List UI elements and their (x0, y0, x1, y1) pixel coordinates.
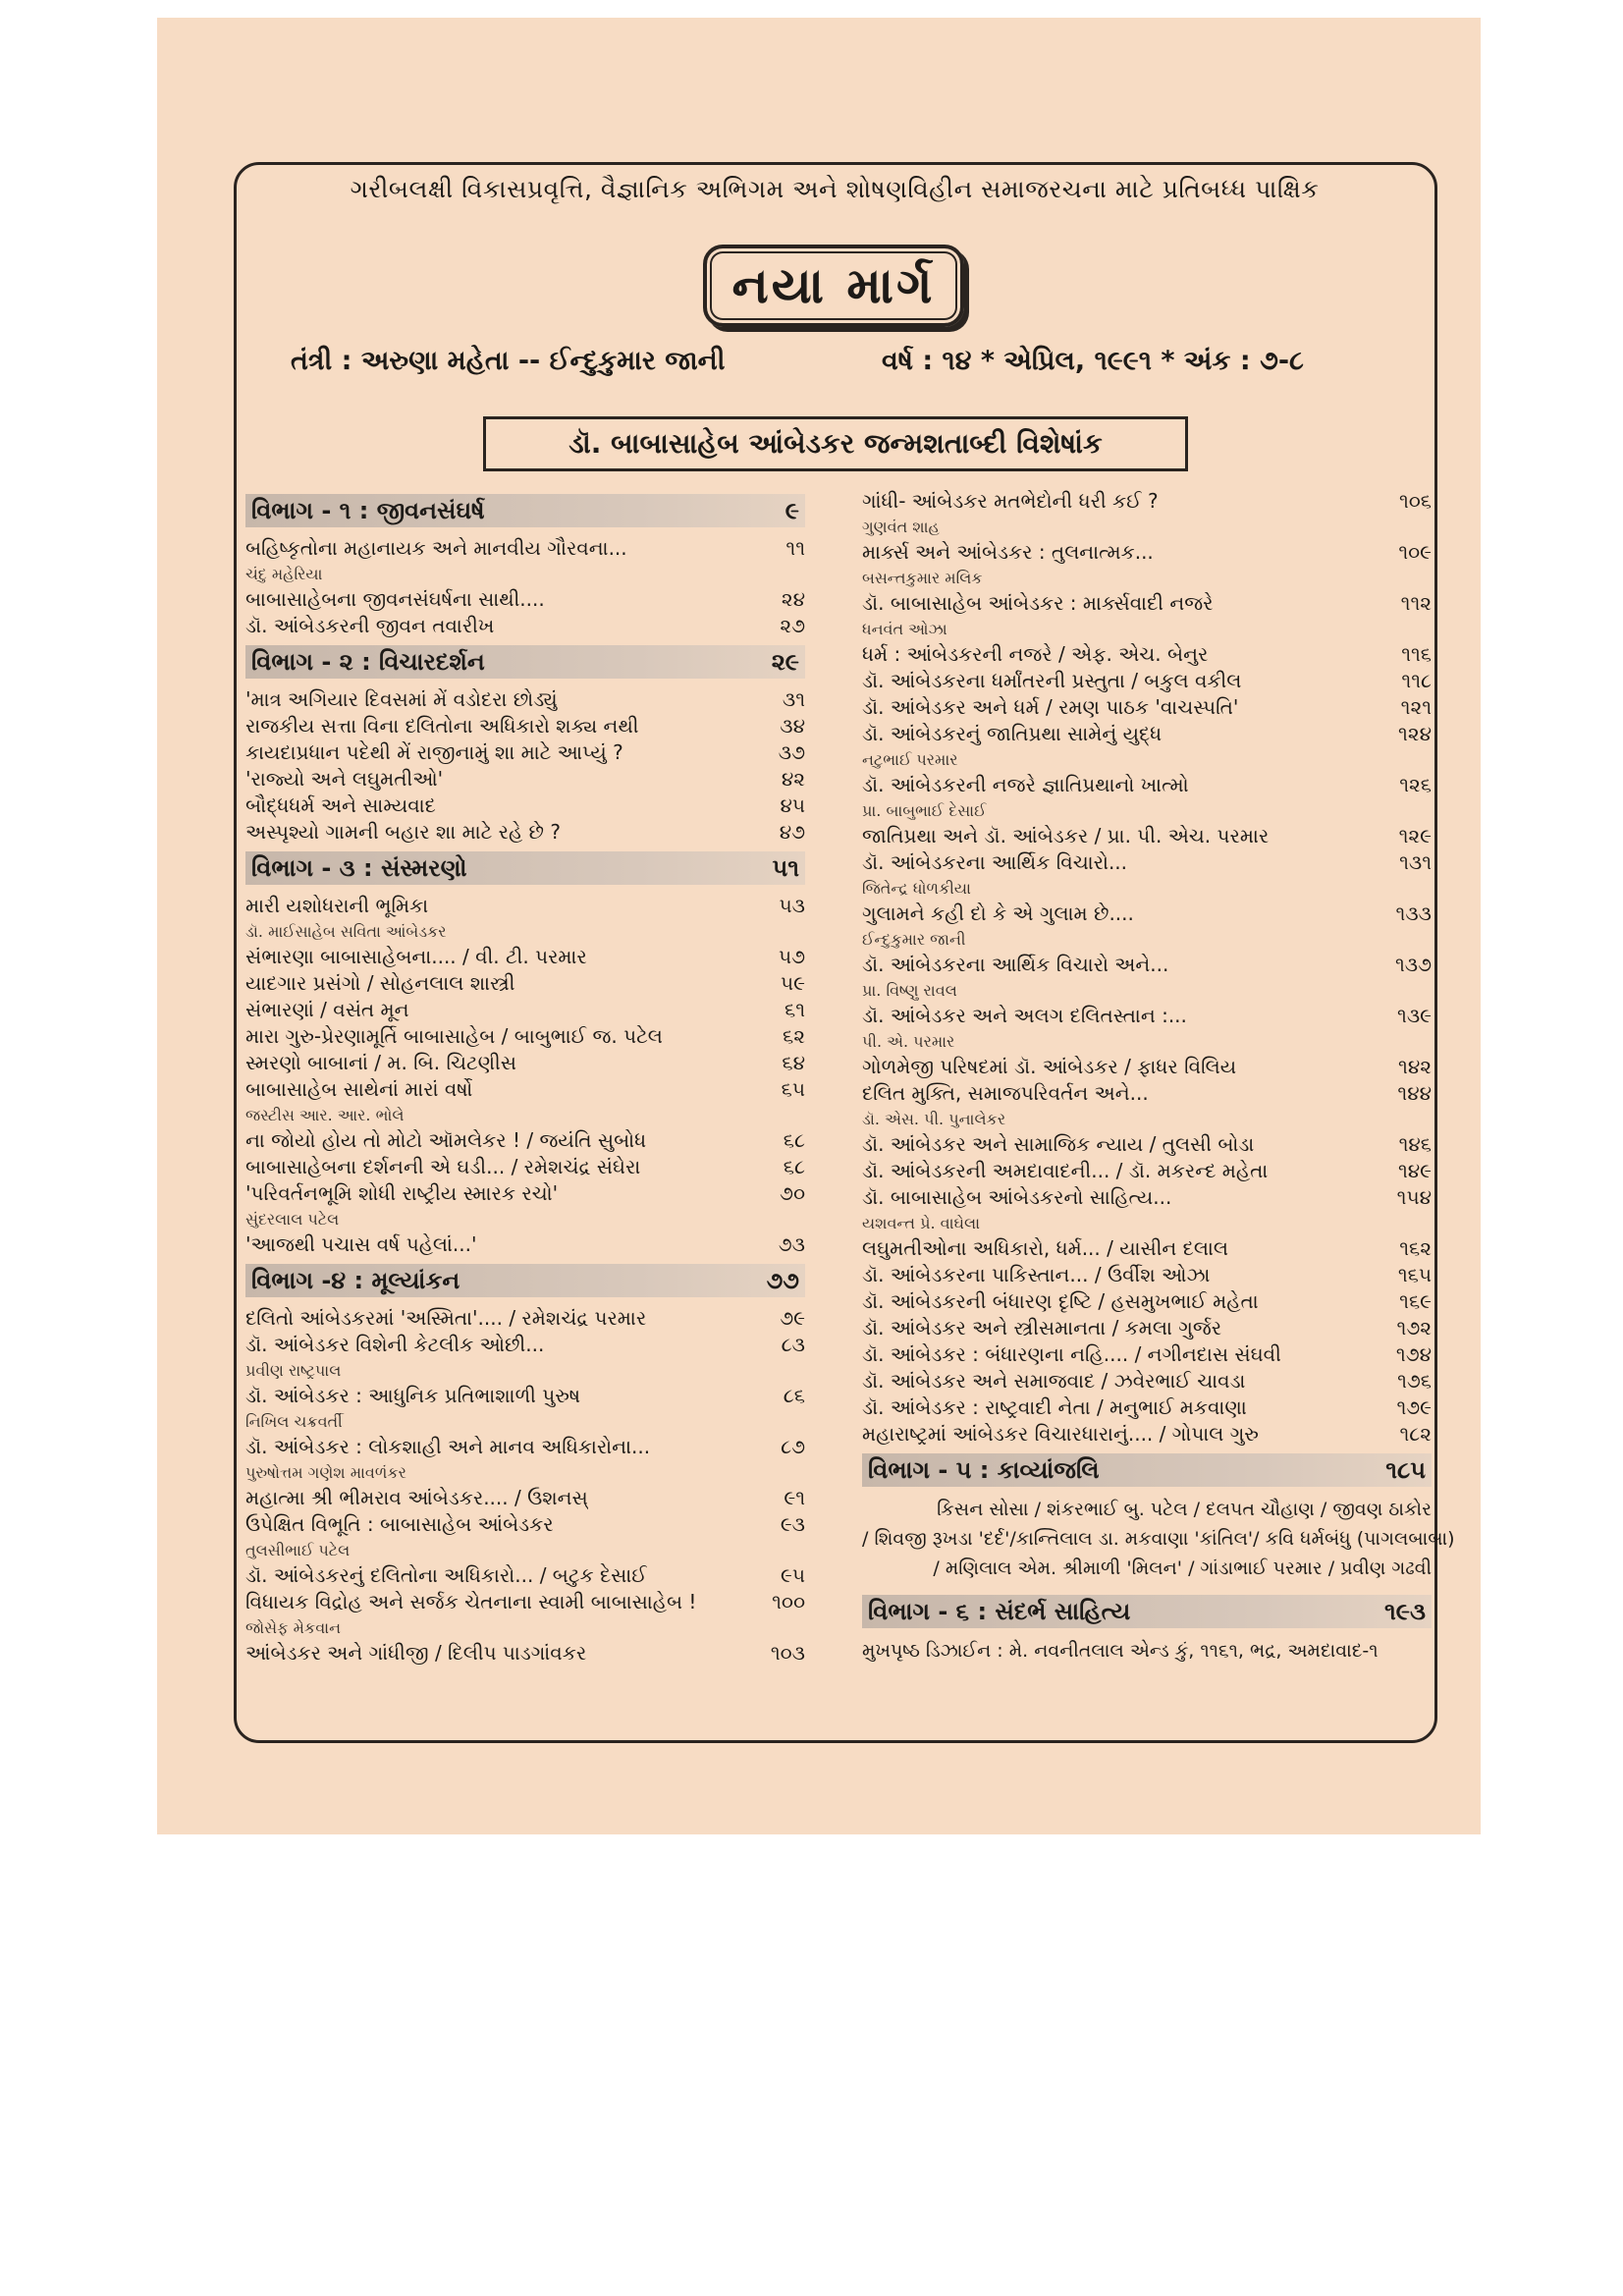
entry-title: 'રાજ્યો અને લઘુમતીઓ' (245, 767, 444, 791)
entry-author: બસન્તકુમાર મલિક (862, 569, 983, 587)
entry-title: મારા ગુરુ-પ્રેરણામૂર્તિ બાબાસાહેબ / બાબુભાઈ જ. પટેલ (245, 1024, 663, 1048)
masthead-tagline: ગરીબલક્ષી વિકાસપ્રવૃત્તિ, વૈજ્ઞાનિક અભિગમ અને શોષણવિહીન સમાજરચના માટે પ્રતિબધ્ધ પાક્ષિક (350, 175, 1320, 203)
entry-page: ૭૦ (780, 1181, 805, 1205)
entry-page: ૧૭૬ (1397, 1369, 1432, 1393)
entry-title: સ્મરણો બાબાનાં / મ. બિ. ચિટણીસ (245, 1051, 516, 1074)
toc-entry (245, 793, 805, 819)
entry-page: ૧૩૭ (1394, 953, 1432, 976)
toc-entry (245, 686, 805, 713)
entry-page: ૮૬ (783, 1384, 805, 1407)
entry-title: બાબાસાહેબ સાથેનાં મારાં વર્ષો (245, 1077, 473, 1101)
entry-title: ડૉ. આંબેડકરના ધર્માંતરની પ્રસ્તુતા / બકુલ વકીલ (862, 669, 1242, 692)
toc-entry (862, 1315, 1432, 1341)
section-title: વિભાગ - ૨ : વિચારદર્શન (251, 648, 485, 676)
toc-entry (245, 1434, 805, 1460)
toc-entry (245, 1562, 805, 1589)
toc-entry (862, 694, 1432, 721)
entry-author: ચંદુ મહેરિયા (245, 565, 323, 583)
entry-title: મારી યશોધરાની ભૂમિકા (245, 894, 429, 917)
entry-title: સંભારણાં / વસંત મૂન (245, 998, 409, 1021)
toc-entry (245, 1305, 805, 1332)
entry-title: ડૉ. આંબેડકરના આર્થિક વિચારો... (862, 850, 1128, 874)
entry-title: યાદગાર પ્રસંગો / સોહનલાલ શાસ્ત્રી (245, 971, 515, 995)
toc-entry (862, 1080, 1432, 1107)
entry-author: સુંદરલાલ પટેલ (245, 1210, 340, 1229)
entry-author: ગુણવંત શાહ (862, 518, 940, 536)
toc-entry (245, 1640, 805, 1667)
toc-entry (245, 713, 805, 739)
toc-entry (862, 1421, 1432, 1448)
entry-page: ૧૨૬ (1399, 773, 1432, 796)
entry-author: જિતેન્દ્ર ધોળકીયા (862, 879, 971, 898)
poets-line: / શિવજી રૂખડા 'દર્દ'/કાન્તિલાલ ડા. મકવાણા 'કાંતિલ'/ કવિ ધર્મબંધુ (પાગલબાબા) (862, 1528, 1455, 1550)
toc-entry (862, 1394, 1432, 1421)
entry-page: ૧૫૪ (1396, 1185, 1432, 1209)
entry-title: ડૉ. આંબેડકર અને સામાજિક ન્યાય / તુલસી બોડા (862, 1132, 1255, 1156)
entry-title: 'માત્ર અગિયાર દિવસમાં મેં વડોદરા છોડ્યું (245, 687, 558, 711)
toc-entry (862, 1262, 1432, 1288)
entry-page: ૧૩૧ (1399, 850, 1432, 874)
toc-entry (862, 823, 1432, 849)
entry-page: ૧૨૯ (1398, 824, 1432, 847)
entry-page: ૨૭ (780, 614, 805, 637)
section-page: ૫૧ (772, 854, 799, 882)
entry-title: અસ્પૃશ્યો ગામની બહાર શા માટે રહે છે ? (245, 820, 561, 844)
entry-page: ૧૦૩ (770, 1641, 805, 1665)
entry-page: ૩૪ (780, 714, 805, 738)
entry-page: ૯૧ (784, 1486, 805, 1509)
toc-entry (862, 901, 1432, 927)
entry-title: ડૉ. આંબેડકર : રાષ્ટ્રવાદી નેતા / મનુભાઈ મકવાણા (862, 1395, 1247, 1419)
toc-entry (245, 893, 805, 919)
entry-author: યશવન્ત પ્રે. વાઘેલા (862, 1214, 981, 1232)
toc-entry (245, 1154, 805, 1180)
toc-entry (245, 535, 805, 562)
poets-line: / મણિલાલ એમ. શ્રીમાળી 'મિલન' / ગાંડાભાઈ પરમાર / પ્રવીણ ગઢવી (933, 1558, 1432, 1579)
entry-author: પી. એ. પરમાર (862, 1032, 955, 1051)
entry-page: ૪૫ (780, 793, 805, 817)
entry-page: ૨૪ (781, 587, 805, 611)
entry-title: 'પરિવર્તનભૂમિ શોધી રાષ્ટ્રીય સ્મારક રચો' (245, 1181, 559, 1205)
toc-entry (245, 1589, 805, 1615)
entry-title: ડૉ. આંબેડકર : લોકશાહી અને માનવ અધિકારોના... (245, 1435, 651, 1458)
toc-entry (245, 1127, 805, 1154)
toc-entry (245, 1023, 805, 1050)
entry-title: માર્ક્સ અને આંબેડકર : તુલનાત્મક... (862, 540, 1154, 564)
toc-entry (245, 613, 805, 639)
entry-title: ડૉ. આંબેડકર : બંધારણના નહિ.... / નગીનદાસ સંઘવી (862, 1342, 1281, 1366)
section-page: ૭૭ (766, 1267, 799, 1294)
toc-entry (245, 1332, 805, 1358)
toc-left-column (245, 488, 805, 1667)
section-heading (862, 1595, 1432, 1628)
entry-title: ડૉ. આંબેડકરની અમદાવાદની... / ડૉ. મકરન્દ મહેતા (862, 1159, 1269, 1182)
entry-page: ૧૪૯ (1397, 1159, 1432, 1182)
entry-title: ગુલામને કહી દો કે એ ગુલામ છે.... (862, 902, 1134, 925)
toc-entry (862, 1368, 1432, 1394)
section-title: વિભાગ - ૩ : સંસ્મરણો (251, 854, 467, 882)
entry-title: દલિત મુક્તિ, સમાજપરિવર્તન અને... (862, 1081, 1149, 1105)
entry-page: ૯૫ (781, 1563, 805, 1587)
entry-title: ના જોયો હોય તો મોટો ઑમલેકર ! / જયંતિ સુબોધ (245, 1128, 647, 1152)
entry-title: બાબાસાહેબના જીવનસંઘર્ષના સાથી.... (245, 587, 545, 611)
entry-page: ૧૩૯ (1397, 1004, 1432, 1027)
section-title: વિભાગ - ૫ : કાવ્યાંજલિ (868, 1456, 1100, 1484)
entry-page: ૮૭ (781, 1435, 805, 1458)
toc-entry (245, 997, 805, 1023)
cover-credit: મુખપૃષ્ઠ ડિઝાઈન : મે. નવનીતલાલ એન્ડ કું, ૧૧૬૧, ભદ્ર, અમદાવાદ-૧ (862, 1640, 1379, 1662)
entry-title: આંબેડકર અને ગાંધીજી / દિલીપ પાડગાંવકર (245, 1641, 587, 1665)
entry-title: ડૉ. આંબેડકરની નજરે જ્ઞાતિપ્રથાનો ખાત્મો (862, 773, 1189, 796)
entry-author: જસ્ટીસ આર. આર. ભોલે (245, 1106, 405, 1124)
entry-page: ૬૫ (781, 1077, 805, 1101)
entry-title: જાતિપ્રથા અને ડૉ. આંબેડકર / પ્રા. પી. એચ. પરમાર (862, 824, 1270, 847)
entry-page: ૧૪૨ (1398, 1055, 1432, 1078)
toc-entry (245, 944, 805, 970)
entry-author: પ્રા. બાબુભાઈ દેસાઈ (862, 801, 987, 820)
entry-title: ડૉ. આંબેડકર અને અલગ દલિતસ્તાન :... (862, 1004, 1187, 1027)
entry-author: ડૉ. માઈસાહેબ સવિતા આંબેડકર (245, 922, 447, 941)
entry-title: બૌદ્ધધર્મ અને સામ્યવાદ (245, 793, 436, 817)
entry-title: ધર્મ : આંબેડકરની નજરે / એફ. એચ. બેનુર (862, 642, 1209, 666)
entry-author: પ્રા. વિષ્ણુ રાવલ (862, 981, 957, 1000)
entry-title: લઘુમતીઓના અધિકારો, ધર્મ... / યાસીન દલાલ (862, 1236, 1228, 1260)
entry-title: ગાંધી- આંબેડકર મતભેદોની ધરી કઈ ? (862, 489, 1159, 513)
entry-title: વિધાયક વિદ્રોહ અને સર્જક ચેતનાના સ્વામી બાબાસાહેબ ! (245, 1590, 697, 1613)
toc-entry (245, 586, 805, 613)
entry-title: ડૉ. આંબેડકર અને સ્ત્રીસમાનતા / કમલા ગુર્જર (862, 1316, 1222, 1339)
section-title: વિભાગ -૪ : મૂલ્યાંકન (251, 1267, 460, 1294)
entry-page: ૧૦૯ (1398, 540, 1432, 564)
entry-title: બાબાસાહેબના દર્શનની એ ઘડી... / રમેશચંદ્ર સંઘેરા (245, 1155, 641, 1178)
entry-author: ધનવંત ઓઝા (862, 620, 947, 638)
section-heading (245, 1264, 805, 1297)
editors-line: તંત્રી : અરુણા મહેતા -- ઈન્દુકુમાર જાની (291, 346, 726, 376)
entry-title: સંભારણા બાબાસાહેબના.... / વી. ટી. પરમાર (245, 945, 587, 968)
entry-title: ડૉ. આંબેડકર વિશેની કેટલીક ઓછી... (245, 1333, 545, 1356)
entry-title: ડૉ. આંબેડકરના આર્થિક વિચારો અને... (862, 953, 1169, 976)
section-page: ૧૯૩ (1384, 1598, 1426, 1625)
toc-entry (862, 488, 1432, 515)
toc-entry (862, 590, 1432, 617)
entry-page: ૧૬૯ (1399, 1289, 1432, 1313)
entry-page: ૧૭૯ (1396, 1395, 1432, 1419)
entry-title: ડૉ. આંબેડકર અને સમાજવાદ / ઝવેરભાઈ ચાવડા (862, 1369, 1246, 1393)
toc-entry (245, 1511, 805, 1538)
entry-title: ડૉ. આંબેડકરની બંધારણ દૃષ્ટિ / હસમુખભાઈ મહેતા (862, 1289, 1259, 1313)
toc-entry (862, 641, 1432, 668)
toc-entry (245, 819, 805, 846)
poets-list (862, 1495, 1455, 1583)
entry-page: ૮૩ (781, 1333, 805, 1356)
toc-entry (862, 1184, 1432, 1211)
toc-entry (862, 1158, 1432, 1184)
entry-title: રાજકીય સત્તા વિના દલિતોના અધિકારો શક્ય નથી (245, 714, 639, 738)
toc-entry (862, 1341, 1432, 1368)
entry-title: ગોળમેજી પરિષદમાં ડૉ. આંબેડકર / ફાધર વિલિય (862, 1055, 1237, 1078)
toc-entry (862, 1235, 1432, 1262)
entry-page: ૬૮ (783, 1128, 805, 1152)
entry-title: દલિતો આંબેડકરમાં 'અસ્મિતા'.... / રમેશચંદ્ર પરમાર (245, 1306, 647, 1330)
section-page: ૯ (784, 497, 799, 524)
entry-page: ૧૩૩ (1395, 902, 1432, 925)
entry-title: ડૉ. બાબાસાહેબ આંબેડકરનો સાહિત્ય... (862, 1185, 1172, 1209)
entry-page: ૧૧૬ (1401, 642, 1432, 666)
entry-page: ૯૩ (780, 1512, 805, 1536)
toc-right-column (862, 488, 1455, 1666)
toc-entry (245, 1180, 805, 1207)
entry-page: ૩૭ (778, 740, 805, 764)
entry-title: ઉપેક્ષિત વિભૂતિ : બાબાસાહેબ આંબેડકર (245, 1512, 554, 1536)
entry-page: ૧૦૦ (772, 1590, 805, 1613)
toc-entry (862, 849, 1432, 876)
issue-line: વર્ષ : ૧૪ * એપ્રિલ, ૧૯૯૧ * અંક : ૭-૮ (882, 346, 1304, 376)
toc-entry (245, 1076, 805, 1103)
entry-page: ૬૪ (782, 1051, 805, 1074)
entry-page: ૧૦૬ (1398, 489, 1432, 513)
toc-entry (245, 766, 805, 793)
entry-title: ડૉ. આંબેડકરની જીવન તવારીખ (245, 614, 495, 637)
entry-title: મહાત્મા શ્રી ભીમરાવ આંબેડકર.... / ઉશનસ્ (245, 1486, 588, 1509)
entry-page: ૧૧૮ (1401, 669, 1432, 692)
entry-page: ૭૯ (780, 1306, 805, 1330)
toc-entry (862, 668, 1432, 694)
toc-entry (245, 970, 805, 997)
entry-page: ૬૨ (783, 1024, 805, 1048)
entry-page: ૭૩ (778, 1232, 805, 1256)
entry-page: ૧૨૪ (1398, 722, 1432, 745)
toc-entry (862, 1131, 1432, 1158)
entry-author: પુરુષોત્તમ ગણેશ માવળંકર (245, 1463, 406, 1482)
toc-entry (245, 739, 805, 766)
toc-entry (245, 1383, 805, 1409)
entry-title: કાયદાપ્રધાન પદેથી મેં રાજીનામું શા માટે આપ્યું ? (245, 740, 623, 764)
entry-title: મહારાષ્ટ્રમાં આંબેડકર વિચારધારાનું.... / ગોપાલ ગુરુ (862, 1422, 1259, 1446)
toc-entry (862, 952, 1432, 978)
section-heading (862, 1453, 1432, 1487)
entry-page: ૪૨ (781, 767, 805, 791)
entry-page: ૧૮૨ (1399, 1422, 1432, 1446)
entry-title: બહિષ્કૃતોના મહાનાયક અને માનવીય ગૌરવના... (245, 536, 627, 560)
entry-author: પ્રવીણ રાષ્ટ્રપાલ (245, 1361, 342, 1380)
entry-title: ડૉ. આંબેડકરનું જાતિપ્રથા સામેનું યુદ્ધ (862, 722, 1163, 745)
entry-page: ૧૧૨ (1400, 591, 1432, 615)
section-heading (245, 851, 805, 885)
entry-author: તુલસીભાઈ પટેલ (245, 1541, 351, 1559)
entry-page: ૩૧ (782, 687, 805, 711)
section-page: ૨૯ (771, 648, 799, 676)
entry-author: જોસેફ મેકવાન (245, 1618, 342, 1637)
toc-entry (862, 1054, 1432, 1080)
entry-author: ઈન્દુકુમાર જાની (862, 930, 966, 949)
entry-page: ૧૧ (785, 536, 805, 560)
entry-page: ૧૪૪ (1397, 1081, 1432, 1105)
special-issue-title: ડૉ. બાબાસાહેબ આંબેડકર જન્મશતાબ્દી વિશેષાંક (483, 416, 1188, 471)
section-title: વિભાગ - ૬ : સંદર્ભ સાહિત્ય (868, 1598, 1131, 1625)
entry-author: નટુભાઈ પરમાર (862, 750, 958, 769)
magazine-title: નયા માર્ગ (703, 245, 964, 327)
entry-page: ૧૬૫ (1397, 1263, 1432, 1286)
poets-line: કિસન સોસા / શંકરભાઈ બુ. પટેલ / દલપત ચૌહાણ / જીવણ ઠાકોર (937, 1499, 1432, 1520)
entry-title: ડૉ. આંબેડકરનું દલિતોના અધિકારો... / બટુક દેસાઈ (245, 1563, 647, 1587)
entry-title: ડૉ. આંબેડકરના પાકિસ્તાન... / ઉર્વીશ ઓઝા (862, 1263, 1211, 1286)
toc-entry (245, 1231, 805, 1258)
section-title: વિભાગ - ૧ : જીવનસંઘર્ષ (251, 497, 485, 524)
toc-entry (862, 772, 1432, 798)
toc-entry (862, 721, 1432, 747)
entry-page: ૧૭૨ (1396, 1316, 1432, 1339)
entry-page: ૧૨૧ (1400, 695, 1432, 719)
entry-page: ૧૬૨ (1399, 1236, 1432, 1260)
section-heading (245, 645, 805, 679)
entry-page: ૧૪૬ (1398, 1132, 1432, 1156)
entry-author: ડૉ. એસ. પી. પુનાલેકર (862, 1110, 1006, 1128)
toc-entry (862, 1003, 1432, 1029)
entry-page: ૫૭ (778, 945, 805, 968)
entry-page: ૫૩ (779, 894, 805, 917)
toc-entry (862, 1288, 1432, 1315)
entry-page: ૫૯ (781, 971, 805, 995)
toc-entry (862, 539, 1432, 566)
entry-page: ૪૭ (779, 820, 805, 844)
entry-title: 'આજથી પચાસ વર્ષ પહેલાં...' (245, 1232, 477, 1256)
entry-page: ૬૧ (784, 998, 805, 1021)
toc-entry (245, 1485, 805, 1511)
entry-author: નિખિલ ચક્રવર્તી (245, 1412, 343, 1431)
entry-page: ૧૭૪ (1395, 1342, 1432, 1366)
entry-title: ડૉ. આંબેડકર : આધુનિક પ્રતિભાશાળી પુરુષ (245, 1384, 581, 1407)
section-heading (245, 494, 805, 527)
section-page: ૧૮૫ (1385, 1456, 1426, 1484)
entry-title: ડૉ. આંબેડકર અને ધર્મ / રમણ પાઠક 'વાચસ્પતિ' (862, 695, 1239, 719)
toc-entry (245, 1050, 805, 1076)
entry-title: ડૉ. બાબાસાહેબ આંબેડકર : માર્ક્સવાદી નજરે (862, 591, 1214, 615)
entry-page: ૬૮ (783, 1155, 805, 1178)
